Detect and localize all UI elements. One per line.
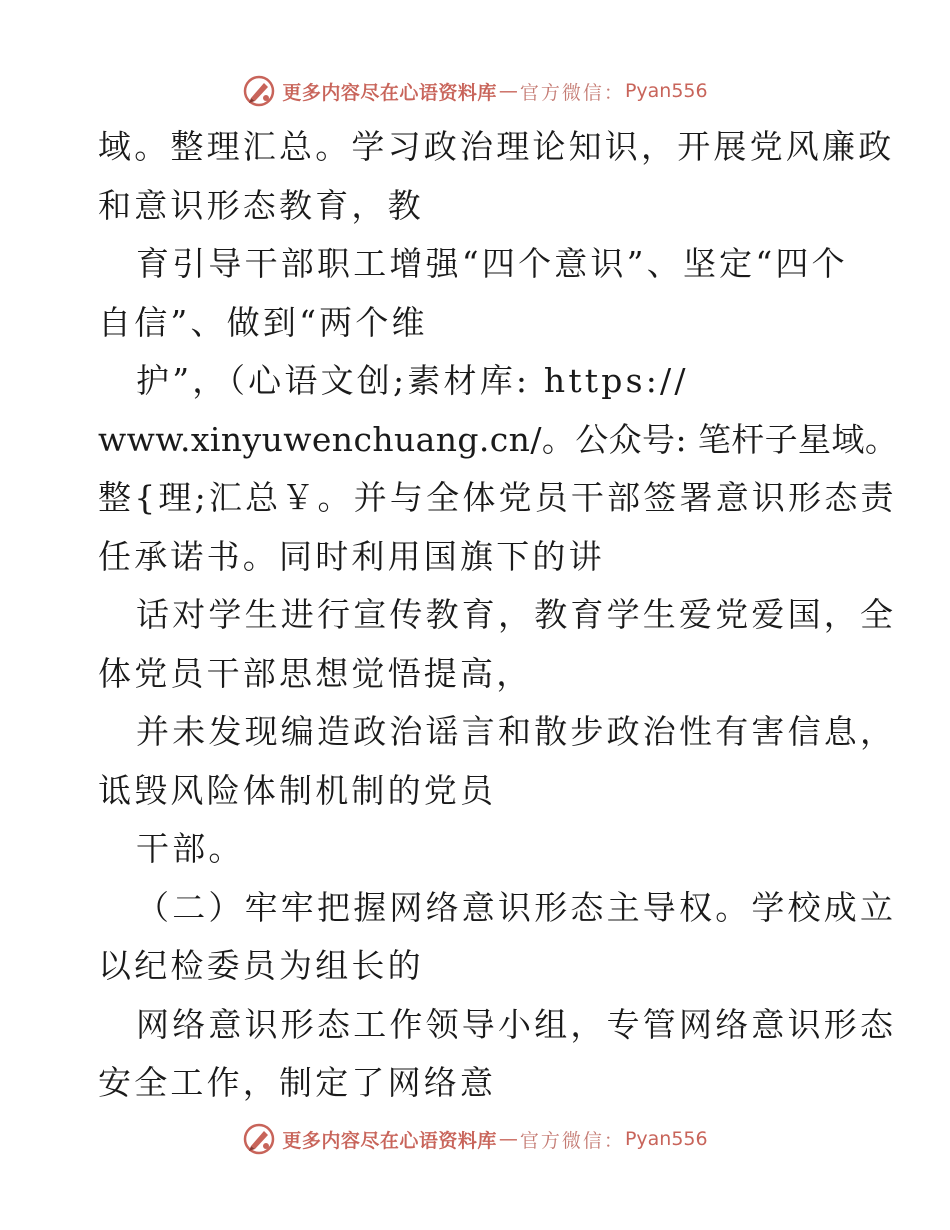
body-line-6: www.xinyuwenchuang.cn/。公众号: 笔杆子星域。 (98, 419, 899, 459)
body-line-15: 以纪检委员为组长的 (98, 946, 424, 985)
body-line-3: 育引导干部职工增强“四个意识”、坚定“四个 (136, 244, 848, 283)
body-line-7: 整{理;汇总￥。并与全体党员干部签署意识形态责 (98, 478, 897, 517)
banner-dash: — (498, 1128, 518, 1150)
body-line-11: 并未发现编造政治谣言和散步政治性有害信息， (136, 712, 897, 751)
pen-seal-logo-icon (242, 74, 276, 108)
banner-dash: — (498, 80, 518, 102)
banner-wechat-id: Pyan556 (624, 1128, 708, 1150)
body-line-4: 自信”、做到“两个维 (98, 302, 428, 342)
body-line-5: 护”，（心语文创;素材库: https:// (136, 361, 689, 400)
body-line-16: 网络意识形态工作领导小组，专管网络意识形态 (136, 1004, 897, 1044)
body-line-1: 域。整理汇总。学习政治理论知识，开展党风廉政 (98, 127, 895, 166)
banner-text: 更多内容尽在心语资料库 (282, 1129, 497, 1152)
body-line-12: 诋毁风险体制机制的党员 (98, 770, 497, 810)
banner-wechat-label: 官方微信： (519, 1129, 625, 1152)
banner-wechat-id: Pyan556 (624, 80, 708, 102)
body-line-9: 话对学生进行宣传教育，教育学生爱党爱国，全 (136, 595, 897, 634)
pen-seal-logo-icon (242, 1122, 276, 1156)
body-line-17: 安全工作，制定了网络意 (98, 1063, 497, 1102)
body-line-13: 干部。 (136, 829, 245, 868)
footer-watermark-banner (0, 1119, 950, 1159)
banner-wechat-label: 官方微信： (519, 81, 625, 104)
body-line-8: 任承诺书。同时利用国旗下的讲 (98, 536, 605, 576)
document-body (98, 118, 899, 1113)
body-line-2: 和意识形态教育，教 (98, 185, 424, 225)
banner-text: 更多内容尽在心语资料库 (282, 81, 497, 104)
body-line-14: （二）牢牢把握网络意识形态主导权。学校成立 (136, 887, 897, 927)
body-line-10: 体党员干部思想觉悟提高， (98, 653, 533, 693)
header-watermark-banner (0, 71, 950, 111)
